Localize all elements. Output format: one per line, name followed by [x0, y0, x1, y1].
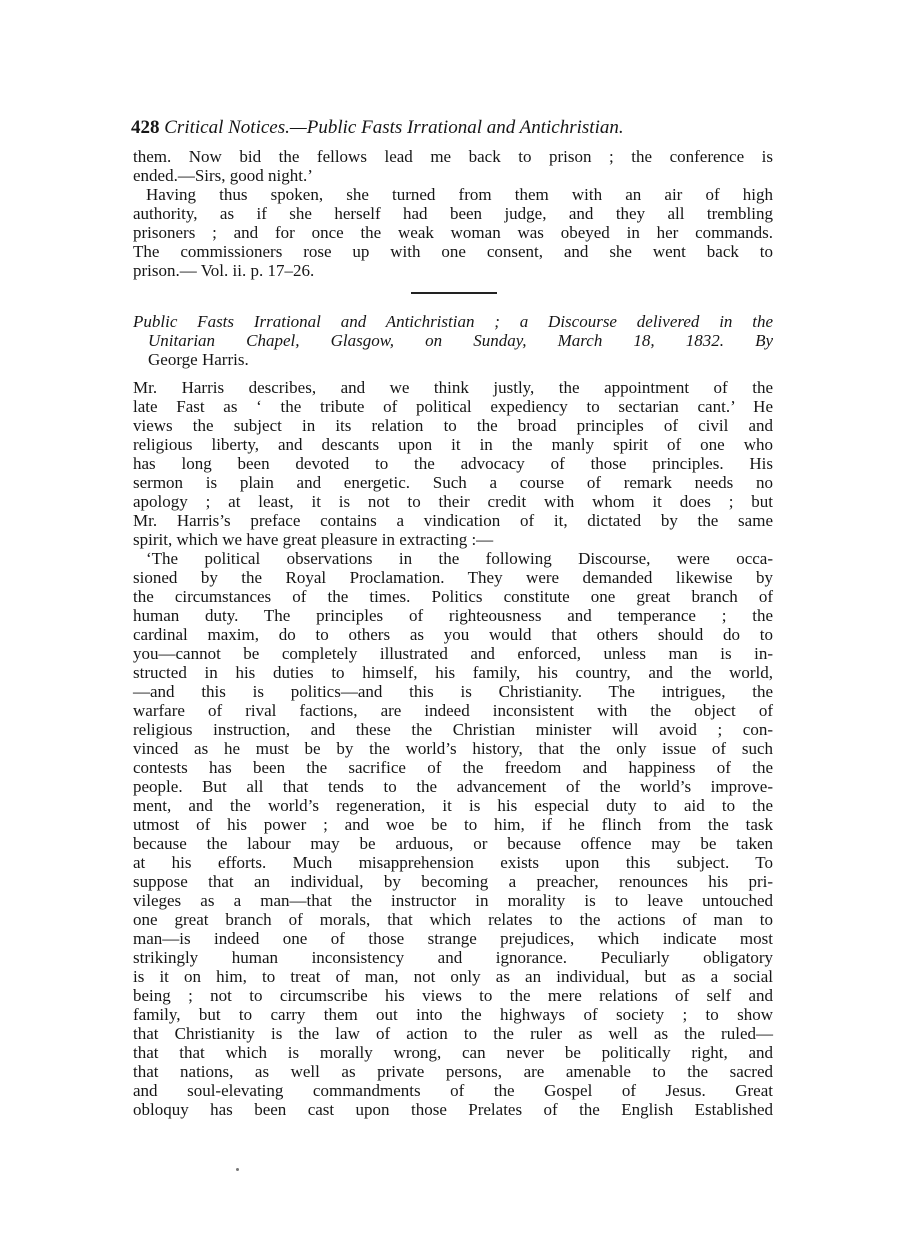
- text-line: authority, as if she herself had been judge, and they all trembling: [133, 204, 773, 223]
- text-line: utmost of his power ; and woe be to him, if he flinch from the task: [133, 815, 773, 834]
- review-title-line: Public Fasts Irrational and Antichristian ; a Discourse delivered in the: [133, 312, 773, 331]
- running-title: Critical Notices.—Public Fasts Irrational and Antichristian.: [164, 117, 624, 138]
- text-line: people. But all that tends to the advancement of the world’s improve-: [133, 777, 773, 796]
- text-line: them. Now bid the fellows lead me back to prison ; the conference is: [133, 147, 773, 166]
- text-line: cardinal maxim, do to others as you would that others should do to: [133, 625, 773, 644]
- text-line: apology ; at least, it is not to their credit with whom it does ; but: [133, 492, 773, 511]
- text-line: at his efforts. Much misapprehension exists upon this subject. To: [133, 853, 773, 872]
- print-speck: [236, 1168, 239, 1171]
- text-line: views the subject in its relation to the broad principles of civil and: [133, 416, 773, 435]
- text-line: family, but to carry them out into the highways of society ; to show: [133, 1005, 773, 1024]
- text-line: religious instruction, and these the Christian minister will avoid ; con-: [133, 720, 773, 739]
- review-title-author: George Harris.: [148, 350, 249, 369]
- text-line: one great branch of morals, that which relates to the actions of man to: [133, 910, 773, 929]
- text-line: The commissioners rose up with one consent, and she went back to: [133, 242, 773, 261]
- text-line: being ; not to circumscribe his views to the mere relations of self and: [133, 986, 773, 1005]
- text-line: that Christianity is the law of action to the ruler as well as the ruled—: [133, 1024, 773, 1043]
- text-line: prisoners ; and for once the weak woman was obeyed in her commands.: [133, 223, 773, 242]
- text-line: late Fast as ‘ the tribute of political expediency to sectarian cant.’ He: [133, 397, 773, 416]
- text-line: has long been devoted to the advocacy of those principles. His: [133, 454, 773, 473]
- text-line: sermon is plain and energetic. Such a course of remark needs no: [133, 473, 773, 492]
- section-divider: [411, 292, 497, 294]
- text-line: vinced as he must be by the world’s history, that the only issue of such: [133, 739, 773, 758]
- text-line: man—is indeed one of those strange prejudices, which indicate most: [133, 929, 773, 948]
- text-line: that nations, as well as private persons, are amenable to the sacred: [133, 1062, 773, 1081]
- text-line: Mr. Harris describes, and we think justly, the appointment of the: [133, 378, 773, 397]
- text-line: spirit, which we have great pleasure in extracting :—: [133, 530, 494, 549]
- running-header: [131, 117, 791, 139]
- text-line: sioned by the Royal Proclamation. They were demanded likewise by: [133, 568, 773, 587]
- text-line: suppose that an individual, by becoming a preacher, renounces his pri-: [133, 872, 773, 891]
- text-line: you—cannot be completely illustrated and enforced, unless man is in-: [133, 644, 773, 663]
- page-number: 428: [131, 117, 160, 138]
- text-line: prison.— Vol. ii. p. 17–26.: [133, 261, 315, 280]
- text-line: Having thus spoken, she turned from them with an air of high: [146, 185, 773, 204]
- text-line: religious liberty, and descants upon it in the manly spirit of one who: [133, 435, 773, 454]
- text-line: ment, and the world’s regeneration, it is his especial duty to aid to the: [133, 796, 773, 815]
- text-line: obloquy has been cast upon those Prelates of the English Established: [133, 1100, 773, 1119]
- text-line: strikingly human inconsistency and ignorance. Peculiarly obligatory: [133, 948, 773, 967]
- review-title-line: Unitarian Chapel, Glasgow, on Sunday, March 18, 1832. By: [148, 331, 773, 350]
- text-line: that that which is morally wrong, can never be politically right, and: [133, 1043, 773, 1062]
- text-line: ended.—Sirs, good night.’: [133, 166, 313, 185]
- text-line: vileges as a man—that the instructor in morality is to leave untouched: [133, 891, 773, 910]
- text-line: the circumstances of the times. Politics constitute one great branch of: [133, 587, 773, 606]
- text-line: ‘The political observations in the following Discourse, were occa-: [146, 549, 773, 568]
- text-line: because the labour may be arduous, or because offence may be taken: [133, 834, 773, 853]
- text-line: —and this is politics—and this is Christianity. The intrigues, the: [133, 682, 773, 701]
- text-line: is it on him, to treat of man, not only as an individual, but as a social: [133, 967, 773, 986]
- text-line: contests has been the sacrifice of the freedom and happiness of the: [133, 758, 773, 777]
- text-line: structed in his duties to himself, his family, his country, and the world,: [133, 663, 773, 682]
- text-line: human duty. The principles of righteousness and temperance ; the: [133, 606, 773, 625]
- text-line: and soul-elevating commandments of the Gospel of Jesus. Great: [133, 1081, 773, 1100]
- text-line: Mr. Harris’s preface contains a vindication of it, dictated by the same: [133, 511, 773, 530]
- text-line: warfare of rival factions, are indeed inconsistent with the object of: [133, 701, 773, 720]
